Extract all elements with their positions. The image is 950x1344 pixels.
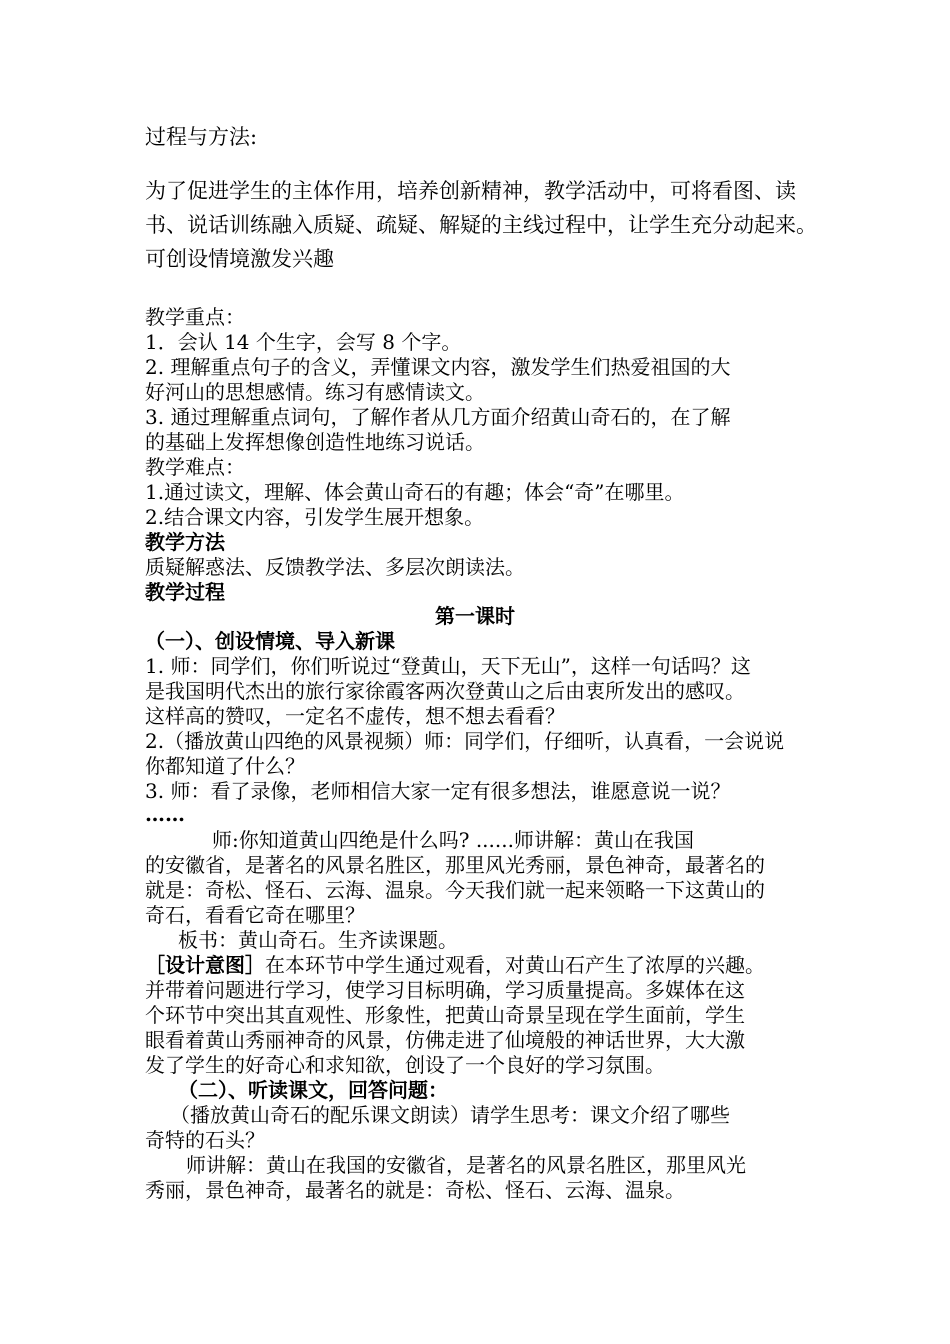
key-point-line: 好河山的思想感情。练习有感情读文。	[145, 380, 485, 404]
process-heading: 教学过程	[145, 580, 225, 604]
part1-line: 就是：奇松、怪石、云海、温泉。今天我们就一起来领略一下这黄山的	[145, 878, 765, 902]
difficult-point-line: 2.结合课文内容，引发学生展开想象。	[145, 505, 485, 529]
blackboard-line: 板书：黄山奇石。生齐读课题。	[178, 928, 458, 952]
part2-title: （二）、听读课文，回答问题：	[178, 1078, 448, 1102]
design-line: 发了学生的好奇心和求知欲，创设了一个良好的学习氛围。	[145, 1053, 665, 1077]
method-text: 质疑解惑法、反馈教学法、多层次朗读法。	[145, 555, 525, 579]
key-point-line: 1．会认 14 个生字，会写 8 个字。	[145, 330, 462, 354]
part1-line: 奇石，看看它奇在哪里？	[145, 903, 365, 927]
process-line: 书、说话训练融入质疑、疏疑、解疑的主线过程中，让学生充分动起来。	[145, 213, 817, 237]
part1-line: 2.（播放黄山四绝的风景视频）师：同学们，仔细听，认真看，一会说说	[145, 729, 785, 753]
part1-ellipsis: ……	[145, 802, 185, 826]
difficult-points-title: 教学难点：	[145, 455, 245, 479]
key-point-line: 的基础上发挥想像创造性地练习说话。	[145, 430, 485, 454]
key-point-line: 3. 通过理解重点词句，了解作者从几方面介绍黄山奇石的，在了解	[145, 405, 731, 429]
design-line: 并带着问题进行学习，使学习目标明确，学习质量提高。多媒体在这	[145, 978, 745, 1002]
part1-line: 这样高的赞叹，一定名不虚传，想不想去看看？	[145, 704, 565, 728]
part1-line: 你都知道了什么？	[145, 754, 305, 778]
design-line: 个环节中突出其直观性、形象性，把黄山奇景呈现在学生面前，学生	[145, 1003, 745, 1027]
part1-line: 是我国明代杰出的旅行家徐霞客两次登黄山之后由衷所发出的感叹。	[145, 679, 745, 703]
process-method-title: 过程与方法:	[145, 125, 258, 149]
design-line: 在本环节中学生通过观看，对黄山石产生了浓厚的兴趣。	[265, 953, 765, 977]
key-point-line: 2. 理解重点句子的含义，弄懂课文内容，激发学生们热爱祖国的大	[145, 355, 731, 379]
design-line: 眼看着黄山秀丽神奇的风景，仿佛走进了仙境般的神话世界，大大激	[145, 1028, 745, 1052]
part1-line: 3. 师：看了录像，老师相信大家一定有很多想法，谁愿意说一说？	[145, 779, 731, 803]
process-line: 为了促进学生的主体作用，培养创新精神，教学活动中，可将看图、读	[145, 179, 796, 203]
key-points-title: 教学重点：	[145, 305, 245, 329]
part2-line: 奇特的石头？	[145, 1128, 265, 1152]
method-title: 教学方法	[145, 530, 225, 554]
part1-title: （一）、创设情境、导入新课	[145, 629, 395, 653]
part1-line: 的安徽省，是著名的风景名胜区，那里风光秀丽，景色神奇，最著名的	[145, 853, 765, 877]
design-intent-label: ［设计意图］	[145, 953, 265, 977]
process-line: 可创设情境激发兴趣	[145, 247, 334, 271]
part1-line: 师:你知道黄山四绝是什么吗? ......师讲解：黄山在我国	[212, 828, 694, 852]
part2-line: （播放黄山奇石的配乐课文朗读）请学生思考：课文介绍了哪些	[170, 1103, 730, 1127]
lesson-title: 第一课时	[435, 604, 515, 628]
difficult-point-line: 1.通过读文，理解、体会黄山奇石的有趣；体会“奇”在哪里。	[145, 480, 685, 504]
part2-line: 师讲解：黄山在我国的安徽省，是著名的风景名胜区，那里风光	[186, 1153, 746, 1177]
part2-line: 秀丽，景色神奇，最著名的就是：奇松、怪石、云海、温泉。	[145, 1178, 685, 1202]
part1-line: 1. 师：同学们，你们听说过“登黄山，天下无山”，这样一句话吗？这	[145, 654, 751, 678]
